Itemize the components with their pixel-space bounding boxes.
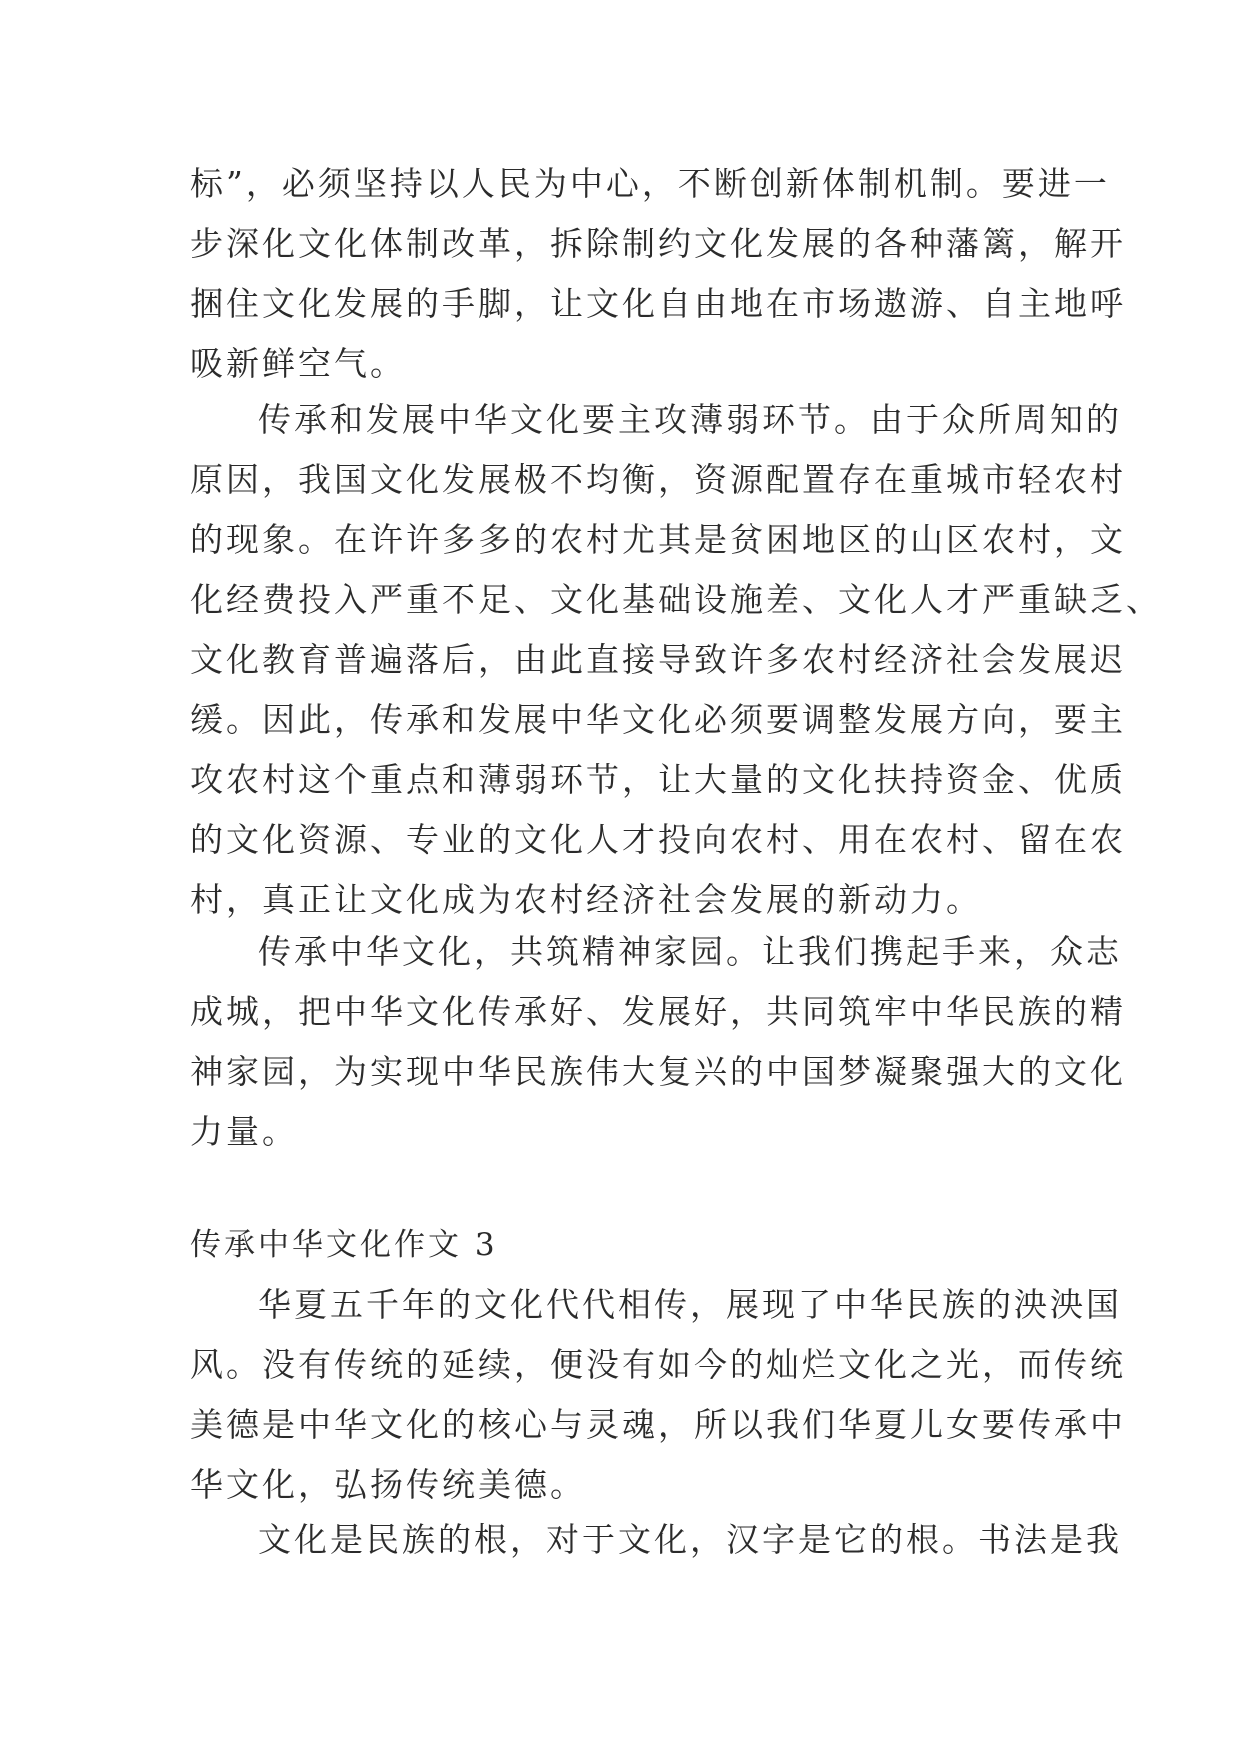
text-line: 力量。 <box>190 1112 298 1151</box>
paragraph-1 <box>190 154 1126 394</box>
paragraph-2 <box>190 390 1162 930</box>
text-line: 传承中华文化，共筑精神家园。让我们携起手来，众志 <box>258 932 1122 971</box>
text-line: 成城，把中华文化传承好、发展好，共同筑牢中华民族的精 <box>190 992 1126 1031</box>
paragraph-5 <box>190 1510 1122 1570</box>
text-line: 美德是中华文化的核心与灵魂，所以我们华夏儿女要传承中 <box>190 1405 1126 1444</box>
text-line: 捆住文化发展的手脚，让文化自由地在市场遨游、自主地呼 <box>190 284 1126 323</box>
text-line: 化经费投入严重不足、文化基础设施差、文化人才严重缺乏、 <box>190 580 1162 619</box>
text-line: 缓。因此，传承和发展中华文化必须要调整发展方向，要主 <box>190 700 1126 739</box>
text-line: 风。没有传统的延续，便没有如今的灿烂文化之光，而传统 <box>190 1345 1126 1384</box>
text-line: 原因，我国文化发展极不均衡，资源配置存在重城市轻农村 <box>190 460 1126 499</box>
text-line: 神家园，为实现中华民族伟大复兴的中国梦凝聚强大的文化 <box>190 1052 1126 1091</box>
paragraph-3 <box>190 922 1126 1162</box>
text-line: 华文化，弘扬传统美德。 <box>190 1465 586 1504</box>
section-heading: 传承中华文化作文 3 <box>190 1227 498 1263</box>
text-line: 文化是民族的根，对于文化，汉字是它的根。书法是我 <box>258 1520 1122 1559</box>
text-line: 文化教育普遍落后，由此直接导致许多农村经济社会发展迟 <box>190 640 1126 679</box>
text-line: 传承和发展中华文化要主攻薄弱环节。由于众所周知的 <box>258 400 1122 439</box>
text-line: 华夏五千年的文化代代相传，展现了中华民族的泱泱国 <box>258 1285 1122 1324</box>
text-line: 的现象。在许许多多的农村尤其是贫困地区的山区农村，文 <box>190 520 1126 559</box>
text-line: 吸新鲜空气。 <box>190 344 406 383</box>
paragraph-4 <box>190 1275 1126 1515</box>
text-line: 的文化资源、专业的文化人才投向农村、用在农村、留在农 <box>190 820 1126 859</box>
text-line: 村，真正让文化成为农村经济社会发展的新动力。 <box>190 880 982 919</box>
text-line: 标”，必须坚持以人民为中心，不断创新体制机制。要进一 <box>190 164 1110 203</box>
text-line: 步深化文化体制改革，拆除制约文化发展的各种藩篱，解开 <box>190 224 1126 263</box>
text-line: 攻农村这个重点和薄弱环节，让大量的文化扶持资金、优质 <box>190 760 1126 799</box>
